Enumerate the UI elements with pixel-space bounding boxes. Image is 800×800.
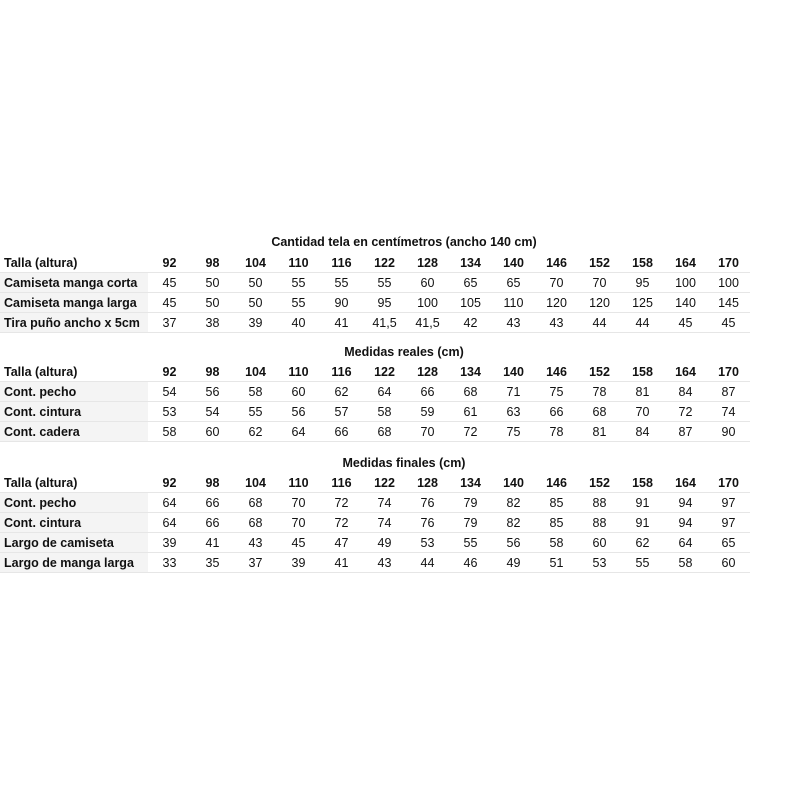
value-cell: 76 [406,493,449,513]
size-header-cell: 170 [707,253,750,273]
value-cell: 56 [492,533,535,553]
value-cell: 41 [320,553,363,573]
size-header-cell: 116 [320,362,363,382]
value-cell: 64 [664,533,707,553]
value-cell: 71 [492,382,535,402]
value-cell: 88 [578,513,621,533]
value-cell: 45 [277,533,320,553]
size-header-cell: 128 [406,253,449,273]
value-cell: 54 [148,382,191,402]
size-header-cell: 146 [535,253,578,273]
table-row [0,402,750,422]
value-cell: 70 [578,273,621,293]
value-cell: 79 [449,513,492,533]
value-cell: 72 [320,513,363,533]
value-cell: 82 [492,513,535,533]
size-header-cell: 146 [535,362,578,382]
value-cell: 70 [277,493,320,513]
value-cell: 55 [234,402,277,422]
value-cell: 64 [277,422,320,442]
size-header-cell: 116 [320,253,363,273]
value-cell: 140 [664,293,707,313]
value-cell: 72 [320,493,363,513]
fabric-quantity-title: Cantidad tela en centímetros (ancho 140 cm) [271,235,537,249]
value-cell: 82 [492,493,535,513]
value-cell: 53 [148,402,191,422]
value-cell: 43 [234,533,277,553]
value-cell: 43 [535,313,578,333]
value-cell: 62 [320,382,363,402]
value-cell: 45 [148,273,191,293]
value-cell: 75 [535,382,578,402]
value-cell: 75 [492,422,535,442]
value-cell: 53 [578,553,621,573]
size-header-cell: 98 [191,253,234,273]
value-cell: 60 [191,422,234,442]
value-cell: 44 [578,313,621,333]
value-cell: 46 [449,553,492,573]
row-label-cell: Cont. cadera [0,422,148,442]
size-header-cell: 110 [277,253,320,273]
value-cell: 58 [148,422,191,442]
row-label-cell: Camiseta manga larga [0,293,148,313]
value-cell: 70 [535,273,578,293]
value-cell: 55 [277,273,320,293]
value-cell: 45 [707,313,750,333]
value-cell: 81 [621,382,664,402]
value-cell: 37 [148,313,191,333]
value-cell: 60 [578,533,621,553]
value-cell: 70 [277,513,320,533]
value-cell: 74 [363,513,406,533]
size-header-cell: 152 [578,362,621,382]
value-cell: 97 [707,493,750,513]
value-cell: 95 [363,293,406,313]
header-row [0,473,750,493]
value-cell: 33 [148,553,191,573]
value-cell: 97 [707,513,750,533]
value-cell: 68 [578,402,621,422]
header-label-cell: Talla (altura) [0,473,148,493]
final-measurements-table [0,473,750,573]
value-cell: 47 [320,533,363,553]
value-cell: 87 [707,382,750,402]
table-row [0,382,750,402]
value-cell: 59 [406,402,449,422]
value-cell: 55 [277,293,320,313]
size-header-cell: 92 [148,362,191,382]
value-cell: 50 [234,293,277,313]
value-cell: 50 [191,273,234,293]
value-cell: 95 [621,273,664,293]
value-cell: 90 [707,422,750,442]
size-header-cell: 134 [449,362,492,382]
value-cell: 88 [578,493,621,513]
size-header-cell: 158 [621,362,664,382]
size-header-cell: 164 [664,253,707,273]
size-header-cell: 116 [320,473,363,493]
value-cell: 72 [449,422,492,442]
size-header-cell: 98 [191,362,234,382]
value-cell: 79 [449,493,492,513]
row-label-cell: Largo de manga larga [0,553,148,573]
header-row [0,253,750,273]
value-cell: 53 [406,533,449,553]
size-header-cell: 110 [277,362,320,382]
value-cell: 55 [320,273,363,293]
value-cell: 94 [664,513,707,533]
value-cell: 90 [320,293,363,313]
final-measurements-title: Medidas finales (cm) [342,456,466,470]
row-label-cell: Cont. cintura [0,513,148,533]
value-cell: 44 [621,313,664,333]
value-cell: 64 [363,382,406,402]
real-measurements-title: Medidas reales (cm) [344,345,464,359]
value-cell: 85 [535,493,578,513]
value-cell: 68 [363,422,406,442]
value-cell: 64 [148,513,191,533]
value-cell: 54 [191,402,234,422]
value-cell: 68 [449,382,492,402]
value-cell: 66 [191,493,234,513]
value-cell: 60 [707,553,750,573]
header-label-cell: Talla (altura) [0,253,148,273]
size-header-cell: 140 [492,473,535,493]
value-cell: 70 [621,402,664,422]
value-cell: 110 [492,293,535,313]
value-cell: 65 [492,273,535,293]
value-cell: 66 [406,382,449,402]
value-cell: 66 [320,422,363,442]
table-row [0,293,750,313]
value-cell: 62 [621,533,664,553]
table-row [0,513,750,533]
value-cell: 72 [664,402,707,422]
size-header-cell: 98 [191,473,234,493]
size-header-cell: 122 [363,473,406,493]
value-cell: 40 [277,313,320,333]
size-header-cell: 146 [535,473,578,493]
value-cell: 43 [363,553,406,573]
size-header-cell: 128 [406,362,449,382]
size-header-cell: 104 [234,253,277,273]
size-header-cell: 158 [621,253,664,273]
value-cell: 65 [449,273,492,293]
value-cell: 70 [406,422,449,442]
size-header-cell: 92 [148,473,191,493]
size-header-cell: 134 [449,253,492,273]
value-cell: 105 [449,293,492,313]
value-cell: 55 [621,553,664,573]
row-label-cell: Cont. pecho [0,493,148,513]
value-cell: 55 [363,273,406,293]
value-cell: 91 [621,493,664,513]
table-row [0,273,750,293]
value-cell: 58 [664,553,707,573]
value-cell: 76 [406,513,449,533]
value-cell: 41 [320,313,363,333]
size-header-cell: 104 [234,473,277,493]
size-header-cell: 164 [664,362,707,382]
value-cell: 39 [148,533,191,553]
size-header-cell: 140 [492,253,535,273]
value-cell: 84 [621,422,664,442]
value-cell: 66 [191,513,234,533]
size-header-cell: 122 [363,253,406,273]
table-row [0,553,750,573]
size-header-cell: 152 [578,473,621,493]
value-cell: 42 [449,313,492,333]
row-label-cell: Largo de camiseta [0,533,148,553]
size-header-cell: 152 [578,253,621,273]
value-cell: 74 [363,493,406,513]
value-cell: 125 [621,293,664,313]
value-cell: 78 [535,422,578,442]
size-header-cell: 140 [492,362,535,382]
value-cell: 50 [191,293,234,313]
size-header-cell: 110 [277,473,320,493]
value-cell: 38 [191,313,234,333]
value-cell: 43 [492,313,535,333]
value-cell: 56 [277,402,320,422]
table-row [0,422,750,442]
value-cell: 61 [449,402,492,422]
size-header-cell: 134 [449,473,492,493]
row-label-cell: Tira puño ancho x 5cm [0,313,148,333]
row-label-cell: Cont. cintura [0,402,148,422]
size-header-cell: 170 [707,362,750,382]
value-cell: 41,5 [406,313,449,333]
table-row [0,533,750,553]
value-cell: 74 [707,402,750,422]
value-cell: 58 [535,533,578,553]
value-cell: 120 [578,293,621,313]
real-measurements-table [0,362,750,442]
value-cell: 57 [320,402,363,422]
value-cell: 58 [234,382,277,402]
value-cell: 39 [234,313,277,333]
value-cell: 50 [234,273,277,293]
value-cell: 41 [191,533,234,553]
value-cell: 87 [664,422,707,442]
value-cell: 63 [492,402,535,422]
value-cell: 35 [191,553,234,573]
fabric-quantity-table [0,253,750,333]
value-cell: 68 [234,493,277,513]
header-label-cell: Talla (altura) [0,362,148,382]
value-cell: 85 [535,513,578,533]
value-cell: 51 [535,553,578,573]
header-row [0,362,750,382]
table-row [0,313,750,333]
value-cell: 94 [664,493,707,513]
value-cell: 64 [148,493,191,513]
value-cell: 41,5 [363,313,406,333]
value-cell: 56 [191,382,234,402]
row-label-cell: Cont. pecho [0,382,148,402]
value-cell: 100 [406,293,449,313]
value-cell: 62 [234,422,277,442]
size-header-cell: 122 [363,362,406,382]
value-cell: 68 [234,513,277,533]
value-cell: 39 [277,553,320,573]
size-header-cell: 170 [707,473,750,493]
size-header-cell: 164 [664,473,707,493]
table-row [0,493,750,513]
value-cell: 45 [148,293,191,313]
value-cell: 84 [664,382,707,402]
value-cell: 44 [406,553,449,573]
value-cell: 65 [707,533,750,553]
value-cell: 78 [578,382,621,402]
value-cell: 100 [664,273,707,293]
row-label-cell: Camiseta manga corta [0,273,148,293]
value-cell: 60 [277,382,320,402]
value-cell: 91 [621,513,664,533]
value-cell: 49 [363,533,406,553]
value-cell: 66 [535,402,578,422]
value-cell: 81 [578,422,621,442]
value-cell: 55 [449,533,492,553]
value-cell: 60 [406,273,449,293]
value-cell: 37 [234,553,277,573]
size-header-cell: 128 [406,473,449,493]
value-cell: 49 [492,553,535,573]
size-header-cell: 104 [234,362,277,382]
value-cell: 145 [707,293,750,313]
size-header-cell: 158 [621,473,664,493]
value-cell: 120 [535,293,578,313]
value-cell: 45 [664,313,707,333]
size-header-cell: 92 [148,253,191,273]
value-cell: 58 [363,402,406,422]
value-cell: 100 [707,273,750,293]
